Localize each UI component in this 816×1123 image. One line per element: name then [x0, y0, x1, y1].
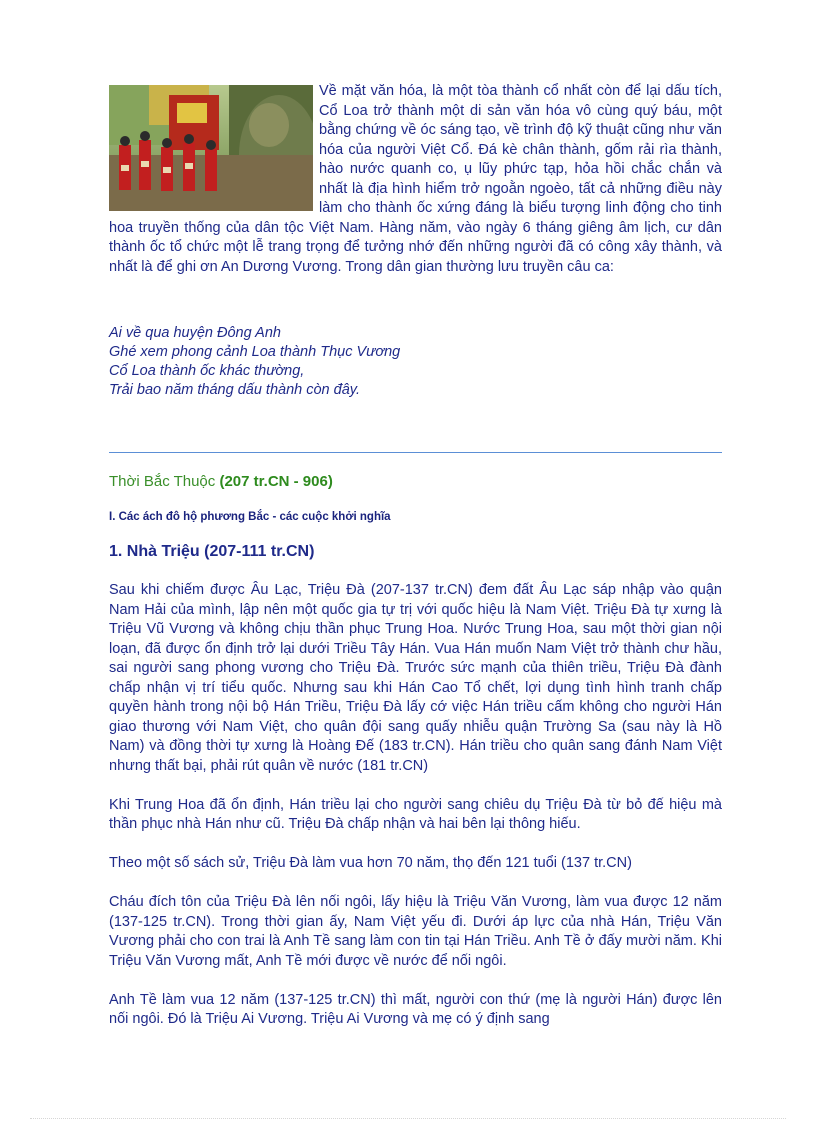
period-years: (207 tr.CN - 906) — [219, 473, 333, 490]
body-text — [109, 581, 722, 1049]
period-heading — [109, 473, 333, 490]
chapter-heading: 1. Nhà Triệu (207-111 tr.CN) — [109, 543, 315, 560]
photo-spacer — [109, 82, 319, 212]
poem-line: Cổ Loa thành ốc khác thường, — [109, 363, 305, 379]
section-title: I. Các ách đô hộ phương Bắc - các cuộc khởi nghĩa — [109, 511, 391, 523]
poem-line: Ghé xem phong cảnh Loa thành Thục Vương — [109, 344, 401, 360]
period-label: Thời Bắc Thuộc — [109, 473, 216, 490]
body-paragraph: Sau khi chiếm được Âu Lạc, Triệu Đà (207-137 tr.CN) đem đất Âu Lạc sáp nhập vào quận Nam Hải của mình, lập nên một quốc gia tự trị với quốc hiệu là Nam Việt. Triệu Đà tự xưng là Triệu Vũ Vương và không chịu thần phục Trung Hoa. Nước Trung Hoa, sau một thời gian nội loạn, đã được ổn định trở lại dưới Triều Tây Hán. Vua Hán muốn Nam Việt trở thành chư hầu, sai người sang phong vương cho Triệu Đà. Trước sức mạnh của thiên triều, Triệu Đà đành chấp nhận vị trí tiểu quốc. Nhưng sau khi Hán Cao Tổ chết, lợi dụng tình hình tranh chấp quyền hành trong nội bộ Hán Triều, Triệu Đà lấy cớ việc Hán triều cấm không cho người Hán giao thương với Nam Việt, cho quân đội sang quấy nhiễu quận Trường Sa (sau này là Hồ Nam) và đồng thời tự xưng là Hoàng Đế (183 tr.CN). Hán triều cho quân sang đánh Nam Việt nhưng thất bại, phải rút quân về nước (181 tr.CN) — [109, 582, 722, 774]
section-divider — [109, 452, 722, 453]
poem-line: Ai về qua huyện Đông Anh — [109, 325, 281, 341]
page-footer-line — [30, 1118, 786, 1119]
body-paragraph: Anh Tề làm vua 12 năm (137-125 tr.CN) thì mất, người con thứ (mẹ là người Hán) được lên nối ngôi. Đó là Triệu Ai Vương. Triệu Ai Vương và mẹ có ý định sang — [109, 991, 722, 1027]
body-paragraph: Theo một số sách sử, Triệu Đà làm vua hơn 70 năm, thọ đến 121 tuổi (137 tr.CN) — [109, 855, 632, 871]
poem-line: Trải bao năm tháng dấu thành còn đây. — [109, 382, 360, 398]
body-paragraph: Khi Trung Hoa đã ổn định, Hán triều lại cho người sang chiêu dụ Triệu Đà từ bỏ đế hiệu mà thần phục nhà Hán như cũ. Triệu Đà chấp nhận và hai bên lại thông hiếu. — [109, 796, 722, 832]
folk-poem — [109, 324, 709, 400]
body-paragraph: Cháu đích tôn của Triệu Đà lên nối ngôi, lấy hiệu là Triệu Văn Vương, làm vua được 12 năm (137-125 tr.CN). Trong thời gian ấy, Nam Việt yếu đi. Dưới áp lực của nhà Hán, Triệu Văn Vương phải cho con trai là Anh Tề sang làm con tin tại Hán Triều. Anh Tề ở đấy mười năm. Khi Triệu Văn Vương mất, Anh Tề mới được về nước để nối ngôi. — [109, 894, 722, 969]
intro-paragraph — [109, 82, 722, 277]
intro-text: Về mặt văn hóa, là một tòa thành cổ nhất còn để lại dấu tích, Cổ Loa trở thành một di sản văn hóa vô cùng quý báu, một bằng chứng về óc sáng tạo, về trình độ kỹ thuật cũng như văn hóa của người Việt Cổ. Đá kè chân thành, gốm rải rìa thành, hào nước quanh co, ụ lũy phức tạp, hỏa hồi chắc chắn và nhất là địa hình hiểm trở ngoằn ngoèo, tất cả những điều này làm cho thành ốc xứng đáng là biểu tượng linh động cho tinh hoa truyền thống của dân tộc Việt Nam. Hàng năm, vào ngày 6 tháng giêng âm lịch, cư dân thành ốc tổ chức một lễ trang trọng để tưởng nhớ đến những người đã có công xây thành, và nhất là để ghi ơn An Dương Vương. Trong dân gian thường lưu truyền câu ca: — [109, 83, 722, 275]
